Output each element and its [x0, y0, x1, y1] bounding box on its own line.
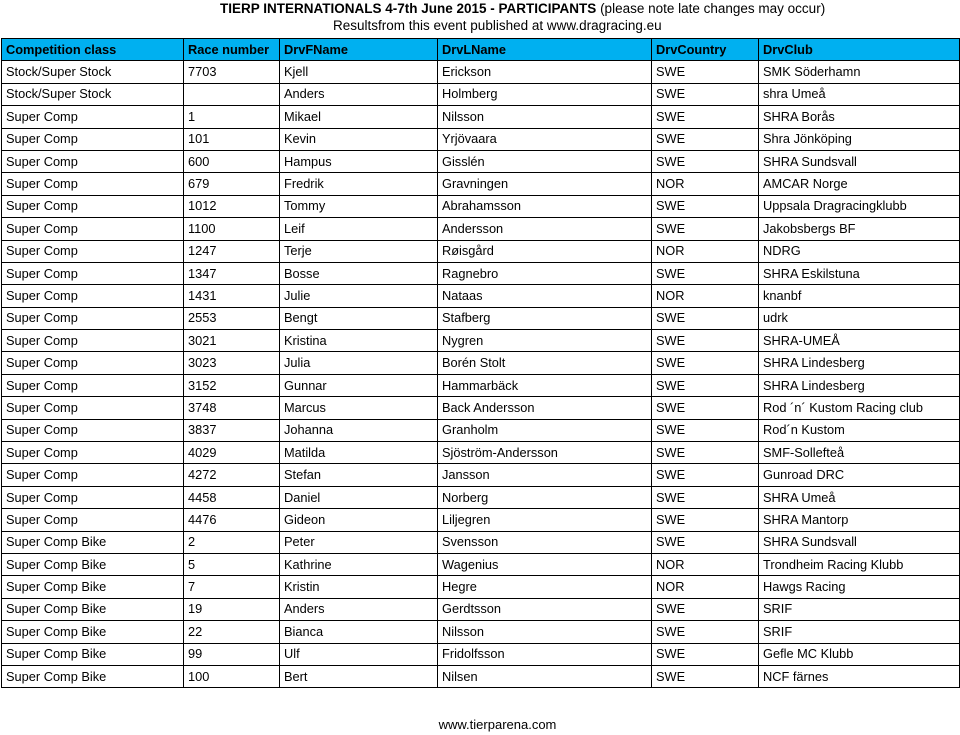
cell-driver-country: NOR [652, 240, 759, 262]
cell-driver-last-name: Svensson [438, 531, 652, 553]
cell-driver-last-name: Erickson [438, 61, 652, 83]
cell-driver-first-name: Kristina [280, 330, 438, 352]
cell-driver-club: AMCAR Norge [759, 173, 960, 195]
cell-driver-club: SRIF [759, 621, 960, 643]
cell-race-number: 101 [184, 128, 280, 150]
cell-driver-first-name: Terje [280, 240, 438, 262]
cell-driver-country: SWE [652, 374, 759, 396]
cell-race-number: 1012 [184, 195, 280, 217]
cell-driver-last-name: Nygren [438, 330, 652, 352]
cell-race-number: 19 [184, 598, 280, 620]
cell-driver-last-name: Nilsson [438, 106, 652, 128]
cell-driver-club: SHRA Mantorp [759, 509, 960, 531]
cell-driver-last-name: Ragnebro [438, 262, 652, 284]
cell-race-number: 4272 [184, 464, 280, 486]
cell-race-number: 3023 [184, 352, 280, 374]
cell-driver-country: SWE [652, 419, 759, 441]
cell-driver-country: SWE [652, 621, 759, 643]
column-header-competition-class: Competition class [2, 39, 184, 61]
cell-driver-club: Shra Jönköping [759, 128, 960, 150]
cell-driver-first-name: Kevin [280, 128, 438, 150]
cell-competition-class: Super Comp Bike [2, 621, 184, 643]
cell-driver-last-name: Stafberg [438, 307, 652, 329]
cell-driver-country: SWE [652, 150, 759, 172]
column-header-driver-last-name: DrvLName [438, 39, 652, 61]
cell-driver-last-name: Wagenius [438, 553, 652, 575]
table-row [2, 442, 960, 464]
cell-driver-club: shra Umeå [759, 83, 960, 105]
cell-competition-class: Super Comp [2, 218, 184, 240]
cell-driver-first-name: Stefan [280, 464, 438, 486]
footer-url: www.tierparena.com [438, 717, 557, 732]
table-row [2, 285, 960, 307]
cell-driver-first-name: Marcus [280, 397, 438, 419]
cell-driver-club: Jakobsbergs BF [759, 218, 960, 240]
cell-driver-country: SWE [652, 218, 759, 240]
cell-driver-first-name: Bianca [280, 621, 438, 643]
cell-driver-club: Hawgs Racing [759, 576, 960, 598]
cell-race-number: 600 [184, 150, 280, 172]
table-row [2, 83, 960, 105]
table-row [2, 195, 960, 217]
cell-race-number: 3021 [184, 330, 280, 352]
cell-driver-country: NOR [652, 576, 759, 598]
cell-race-number: 1347 [184, 262, 280, 284]
cell-driver-last-name: Liljegren [438, 509, 652, 531]
cell-driver-last-name: Back Andersson [438, 397, 652, 419]
cell-driver-first-name: Matilda [280, 442, 438, 464]
cell-race-number: 5 [184, 553, 280, 575]
cell-driver-club: knanbf [759, 285, 960, 307]
table-row [2, 173, 960, 195]
cell-competition-class: Super Comp [2, 262, 184, 284]
cell-race-number: 100 [184, 665, 280, 687]
cell-competition-class: Super Comp [2, 352, 184, 374]
cell-driver-last-name: Abrahamsson [438, 195, 652, 217]
table-row [2, 643, 960, 665]
cell-driver-first-name: Ulf [280, 643, 438, 665]
cell-driver-club: Gunroad DRC [759, 464, 960, 486]
cell-driver-country: SWE [652, 486, 759, 508]
cell-competition-class: Super Comp Bike [2, 576, 184, 598]
cell-driver-first-name: Anders [280, 598, 438, 620]
cell-driver-country: SWE [652, 307, 759, 329]
cell-competition-class: Super Comp [2, 285, 184, 307]
cell-driver-country: SWE [652, 61, 759, 83]
cell-driver-club: Gefle MC Klubb [759, 643, 960, 665]
table-header-row [2, 39, 960, 61]
cell-driver-first-name: Kristin [280, 576, 438, 598]
table-row [2, 397, 960, 419]
table-row [2, 106, 960, 128]
cell-competition-class: Super Comp [2, 397, 184, 419]
cell-driver-last-name: Sjöström-Andersson [438, 442, 652, 464]
cell-competition-class: Super Comp [2, 442, 184, 464]
table-row [2, 352, 960, 374]
page-title-note: (please note late changes may occur) [596, 1, 826, 16]
cell-driver-club: SHRA Umeå [759, 486, 960, 508]
cell-race-number: 1247 [184, 240, 280, 262]
cell-driver-last-name: Gisslén [438, 150, 652, 172]
cell-race-number: 1100 [184, 218, 280, 240]
cell-driver-club: NDRG [759, 240, 960, 262]
cell-driver-country: NOR [652, 285, 759, 307]
cell-race-number [184, 83, 280, 105]
column-header-driver-country: DrvCountry [652, 39, 759, 61]
cell-competition-class: Super Comp [2, 509, 184, 531]
cell-driver-last-name: Røisgård [438, 240, 652, 262]
cell-driver-last-name: Borén Stolt [438, 352, 652, 374]
table-row [2, 576, 960, 598]
cell-competition-class: Super Comp [2, 419, 184, 441]
cell-driver-club: SMK Söderhamn [759, 61, 960, 83]
cell-driver-first-name: Mikael [280, 106, 438, 128]
cell-race-number: 7703 [184, 61, 280, 83]
table-row [2, 464, 960, 486]
table-row [2, 419, 960, 441]
cell-race-number: 2 [184, 531, 280, 553]
cell-competition-class: Super Comp [2, 173, 184, 195]
table-row [2, 553, 960, 575]
cell-race-number: 4458 [184, 486, 280, 508]
cell-driver-last-name: Andersson [438, 218, 652, 240]
page-title-text: TIERP INTERNATIONALS 4-7th June 2015 - PARTICIPANTS [220, 1, 597, 16]
cell-driver-club: udrk [759, 307, 960, 329]
cell-driver-country: SWE [652, 464, 759, 486]
table-row [2, 128, 960, 150]
cell-driver-country: SWE [652, 665, 759, 687]
cell-driver-country: SWE [652, 643, 759, 665]
cell-driver-last-name: Nataas [438, 285, 652, 307]
cell-race-number: 3837 [184, 419, 280, 441]
cell-driver-last-name: Holmberg [438, 83, 652, 105]
cell-driver-first-name: Bengt [280, 307, 438, 329]
table-row [2, 61, 960, 83]
cell-race-number: 4029 [184, 442, 280, 464]
cell-driver-last-name: Nilsen [438, 665, 652, 687]
cell-driver-first-name: Leif [280, 218, 438, 240]
cell-driver-first-name: Gideon [280, 509, 438, 531]
participants-table [1, 38, 960, 688]
cell-driver-club: SHRA-UMEÅ [759, 330, 960, 352]
cell-driver-country: SWE [652, 195, 759, 217]
cell-driver-country: SWE [652, 509, 759, 531]
cell-driver-club: SMF-Sollefteå [759, 442, 960, 464]
cell-driver-club: Trondheim Racing Klubb [759, 553, 960, 575]
cell-driver-first-name: Julia [280, 352, 438, 374]
cell-driver-country: NOR [652, 173, 759, 195]
cell-competition-class: Super Comp [2, 486, 184, 508]
cell-driver-country: SWE [652, 330, 759, 352]
cell-race-number: 22 [184, 621, 280, 643]
cell-driver-club: SHRA Borås [759, 106, 960, 128]
cell-driver-country: SWE [652, 397, 759, 419]
cell-driver-first-name: Bosse [280, 262, 438, 284]
cell-race-number: 1431 [184, 285, 280, 307]
cell-driver-last-name: Gravningen [438, 173, 652, 195]
cell-competition-class: Stock/Super Stock [2, 61, 184, 83]
cell-driver-first-name: Tommy [280, 195, 438, 217]
cell-competition-class: Stock/Super Stock [2, 83, 184, 105]
cell-driver-first-name: Anders [280, 83, 438, 105]
cell-competition-class: Super Comp Bike [2, 598, 184, 620]
table-row [2, 150, 960, 172]
cell-competition-class: Super Comp Bike [2, 531, 184, 553]
table-row [2, 665, 960, 687]
cell-driver-first-name: Julie [280, 285, 438, 307]
cell-driver-country: SWE [652, 262, 759, 284]
page-subtitle: Resultsfrom this event published at www.dragracing.eu [333, 18, 662, 33]
cell-driver-club: SHRA Lindesberg [759, 352, 960, 374]
cell-competition-class: Super Comp [2, 330, 184, 352]
cell-competition-class: Super Comp Bike [2, 553, 184, 575]
cell-driver-first-name: Fredrik [280, 173, 438, 195]
cell-race-number: 679 [184, 173, 280, 195]
table-row [2, 330, 960, 352]
cell-driver-club: Uppsala Dragracingklubb [759, 195, 960, 217]
cell-driver-last-name: Norberg [438, 486, 652, 508]
cell-driver-country: SWE [652, 598, 759, 620]
cell-driver-club: NCF färnes [759, 665, 960, 687]
table-body [2, 61, 960, 688]
column-header-race-number: Race number [184, 39, 280, 61]
cell-driver-last-name: Gerdtsson [438, 598, 652, 620]
cell-driver-first-name: Gunnar [280, 374, 438, 396]
cell-driver-club: SHRA Sundsvall [759, 531, 960, 553]
cell-driver-first-name: Peter [280, 531, 438, 553]
cell-competition-class: Super Comp [2, 128, 184, 150]
table-row [2, 262, 960, 284]
cell-driver-country: SWE [652, 128, 759, 150]
table-row [2, 531, 960, 553]
table-row [2, 307, 960, 329]
table-row [2, 509, 960, 531]
cell-driver-last-name: Fridolfsson [438, 643, 652, 665]
column-header-driver-first-name: DrvFName [280, 39, 438, 61]
cell-driver-last-name: Nilsson [438, 621, 652, 643]
cell-driver-first-name: Johanna [280, 419, 438, 441]
table-row [2, 598, 960, 620]
table-row [2, 621, 960, 643]
page-title [220, 0, 960, 18]
cell-driver-country: SWE [652, 531, 759, 553]
table-row [2, 218, 960, 240]
cell-competition-class: Super Comp [2, 374, 184, 396]
table-row [2, 374, 960, 396]
cell-driver-club: Rod ´n´ Kustom Racing club [759, 397, 960, 419]
cell-competition-class: Super Comp [2, 106, 184, 128]
cell-driver-first-name: Bert [280, 665, 438, 687]
column-header-driver-club: DrvClub [759, 39, 960, 61]
cell-driver-country: SWE [652, 106, 759, 128]
table-row [2, 486, 960, 508]
cell-driver-club: SHRA Sundsvall [759, 150, 960, 172]
cell-driver-country: SWE [652, 83, 759, 105]
cell-competition-class: Super Comp [2, 195, 184, 217]
cell-driver-country: SWE [652, 352, 759, 374]
cell-driver-club: Rod´n Kustom [759, 419, 960, 441]
cell-driver-country: SWE [652, 442, 759, 464]
cell-driver-club: SHRA Lindesberg [759, 374, 960, 396]
cell-driver-last-name: Hammarbäck [438, 374, 652, 396]
cell-driver-last-name: Jansson [438, 464, 652, 486]
cell-driver-first-name: Daniel [280, 486, 438, 508]
cell-driver-country: NOR [652, 553, 759, 575]
cell-race-number: 1 [184, 106, 280, 128]
table-row [2, 240, 960, 262]
cell-race-number: 3152 [184, 374, 280, 396]
cell-competition-class: Super Comp [2, 464, 184, 486]
cell-competition-class: Super Comp Bike [2, 665, 184, 687]
cell-race-number: 3748 [184, 397, 280, 419]
cell-driver-club: SRIF [759, 598, 960, 620]
cell-driver-last-name: Yrjövaara [438, 128, 652, 150]
cell-race-number: 2553 [184, 307, 280, 329]
cell-race-number: 99 [184, 643, 280, 665]
cell-driver-first-name: Kjell [280, 61, 438, 83]
cell-driver-first-name: Kathrine [280, 553, 438, 575]
cell-driver-last-name: Granholm [438, 419, 652, 441]
cell-competition-class: Super Comp [2, 150, 184, 172]
cell-driver-club: SHRA Eskilstuna [759, 262, 960, 284]
cell-competition-class: Super Comp [2, 240, 184, 262]
cell-race-number: 4476 [184, 509, 280, 531]
cell-competition-class: Super Comp Bike [2, 643, 184, 665]
cell-driver-last-name: Hegre [438, 576, 652, 598]
cell-competition-class: Super Comp [2, 307, 184, 329]
cell-race-number: 7 [184, 576, 280, 598]
cell-driver-first-name: Hampus [280, 150, 438, 172]
